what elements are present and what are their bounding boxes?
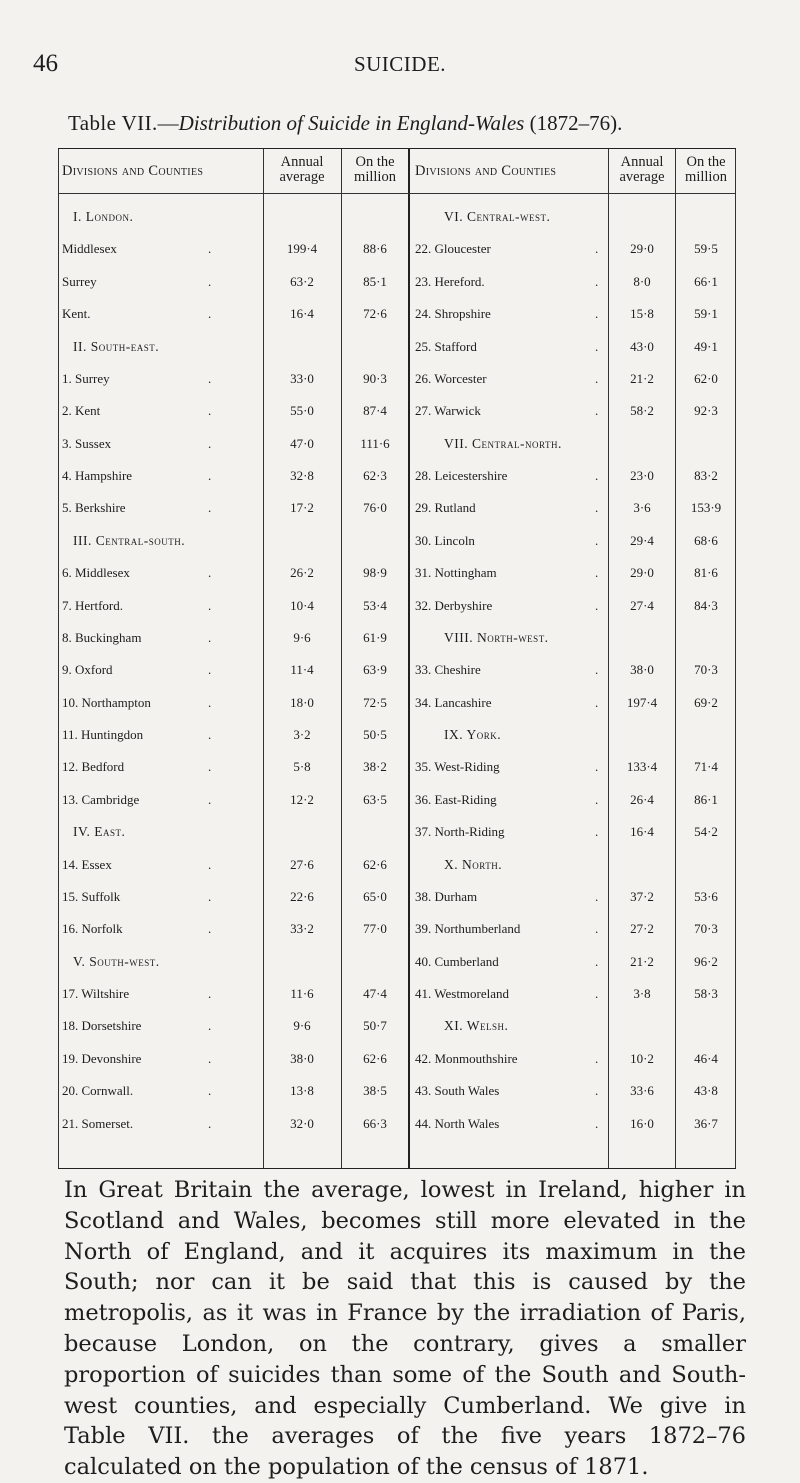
per-million-value: 70·3 <box>694 662 718 678</box>
per-million-value: 98·9 <box>363 565 387 581</box>
annual-average-value: 133·4 <box>626 759 658 775</box>
annual-average-value: 9·6 <box>293 1018 311 1034</box>
annual-average-value: 10·2 <box>630 1050 654 1066</box>
annual-average-value: 33·6 <box>630 1083 654 1099</box>
county-name: 8. Buckingham <box>62 629 142 645</box>
per-million-value: 65·0 <box>363 888 387 904</box>
annual-average-value: 21·2 <box>630 370 654 386</box>
leader-dot: . <box>595 986 599 1002</box>
annual-average-value: 47·0 <box>290 435 314 451</box>
county-name: 5. Berkshire <box>62 500 126 516</box>
header-million-left: On the million <box>354 154 396 185</box>
leader-dot: . <box>208 306 212 322</box>
per-million-value: 66·1 <box>694 273 718 289</box>
leader-dot: . <box>595 500 599 516</box>
annual-average-value: 16·0 <box>630 1115 654 1131</box>
county-name: 42. Monmouthshire <box>415 1050 518 1066</box>
county-name: 9. Oxford <box>62 662 113 678</box>
leader-dot: . <box>208 565 212 581</box>
annual-average-value: 63·2 <box>290 273 314 289</box>
annual-average-value: 16·4 <box>630 824 654 840</box>
page-number: 46 <box>33 50 58 77</box>
county-name: 10. Northampton <box>62 694 151 710</box>
body-paragraph: In Great Britain the average, lowest in Ireland, higher in Scotland and Wales, becomes still more elevated in the North of England, and it acquires its maximum in the South; nor can it be said that this is caused by the metropolis, as it was in France by the irradiation of Paris, because London, on the contrary, gives a smaller proportion of suicides than some of the South and South-west counties, and especially Cumberland. We give in Table VII. the averages of the five years 1872–76 calculated on the population of the census of 1871. <box>64 1177 746 1481</box>
leader-dot: . <box>595 597 599 613</box>
header-divisions-right: Divisions and Counties <box>415 163 557 179</box>
annual-average-value: 55·0 <box>290 403 314 419</box>
leader-dot: . <box>595 370 599 386</box>
table-label: Table VII. <box>68 111 158 135</box>
table-years: (1872–76). <box>529 111 623 135</box>
county-name: 16. Norfolk <box>62 921 123 937</box>
table-row <box>58 468 736 484</box>
county-name: 27. Warwick <box>415 403 481 419</box>
header-divisions-left: Divisions and Counties <box>62 163 204 179</box>
leader-dot: . <box>595 273 599 289</box>
table-row <box>58 630 736 643</box>
per-million-value: 87·4 <box>363 403 387 419</box>
annual-average-value: 23·0 <box>630 468 654 484</box>
per-million-value: 76·0 <box>363 500 387 516</box>
annual-average-value: 27·6 <box>290 856 314 872</box>
leader-dot: . <box>595 662 599 678</box>
leader-dot: . <box>208 986 212 1002</box>
section-heading: X. North. <box>444 856 503 872</box>
leader-dot: . <box>595 953 599 969</box>
leader-dot: . <box>208 370 212 386</box>
county-name: 20. Cornwall. <box>62 1083 134 1099</box>
annual-average-value: 199·4 <box>286 241 318 257</box>
county-name: 36. East-Riding <box>415 791 497 807</box>
county-name: 41. Westmoreland <box>415 986 510 1002</box>
leader-dot: . <box>208 1018 212 1034</box>
county-name: 11. Huntingdon <box>62 727 144 743</box>
section-heading: V. South-west. <box>73 953 160 969</box>
annual-average-value: 13·8 <box>290 1083 314 1099</box>
section-heading: I. London. <box>73 209 134 224</box>
per-million-value: 86·1 <box>694 791 718 807</box>
annual-average-value: 8·0 <box>633 273 651 289</box>
per-million-value: 111·6 <box>360 435 390 451</box>
leader-dot: . <box>595 921 599 937</box>
county-name: 24. Shropshire <box>415 306 491 322</box>
table-row <box>58 759 736 775</box>
county-name: Surrey <box>62 273 97 289</box>
leader-dot: . <box>595 532 599 548</box>
county-name: 30. Lincoln <box>415 532 475 548</box>
per-million-value: 54·2 <box>694 824 718 840</box>
annual-average-value: 3·8 <box>633 986 651 1002</box>
annual-average-value: 197·4 <box>626 694 658 710</box>
annual-average-value: 15·8 <box>630 306 654 322</box>
leader-dot: . <box>208 1115 212 1131</box>
table-row <box>58 986 736 1002</box>
table-row <box>58 857 736 870</box>
leader-dot: . <box>208 500 212 516</box>
county-name: 1. Surrey <box>62 370 110 386</box>
table-row <box>58 792 736 805</box>
county-name: 40. Cumberland <box>415 953 499 969</box>
annual-average-value: 11·4 <box>290 662 314 678</box>
table-row <box>58 889 736 902</box>
county-name: 39. Northumberland <box>415 921 521 937</box>
leader-dot: . <box>208 694 212 710</box>
annual-average-value: 17·2 <box>290 500 314 516</box>
leader-dot: . <box>595 1083 599 1099</box>
leader-dot: . <box>595 791 599 807</box>
leader-dot: . <box>208 662 212 678</box>
annual-average-value: 38·0 <box>630 662 654 678</box>
annual-average-value: 27·2 <box>630 921 654 937</box>
section-heading: VI. Central-west. <box>444 209 551 224</box>
leader-dot: . <box>595 468 599 484</box>
county-name: 28. Leicestershire <box>415 468 508 484</box>
county-name: Kent. <box>62 306 91 322</box>
county-name: 6. Middlesex <box>62 565 130 581</box>
per-million-value: 38·5 <box>363 1083 387 1099</box>
annual-average-value: 43·0 <box>630 338 654 354</box>
leader-dot: . <box>595 241 599 257</box>
column-divider <box>608 149 609 1168</box>
leader-dot: . <box>208 727 212 743</box>
table-row <box>58 436 736 449</box>
leader-dot: . <box>208 856 212 872</box>
county-name: 14. Essex <box>62 856 112 872</box>
column-divider <box>263 149 264 1168</box>
county-name: 33. Cheshire <box>415 662 481 678</box>
annual-average-value: 29·0 <box>630 241 654 257</box>
leader-dot: . <box>208 403 212 419</box>
per-million-value: 90·3 <box>363 370 387 386</box>
per-million-value: 50·7 <box>363 1018 387 1034</box>
annual-average-value: 58·2 <box>630 403 654 419</box>
table-center-divider <box>408 149 410 1168</box>
table-row <box>58 339 736 352</box>
per-million-value: 68·6 <box>694 532 718 548</box>
leader-dot: . <box>208 888 212 904</box>
table-row <box>58 662 736 678</box>
county-name: 12. Bedford <box>62 759 125 775</box>
table-row <box>58 241 736 257</box>
per-million-value: 96·2 <box>694 953 718 969</box>
per-million-value: 63·5 <box>363 791 387 807</box>
table-row <box>58 274 736 287</box>
table-row <box>58 533 736 546</box>
annual-average-value: 9·6 <box>293 629 311 645</box>
county-name: 29. Rutland <box>415 500 476 516</box>
header-million-right: On the million <box>685 154 727 185</box>
table-row <box>58 371 736 384</box>
per-million-value: 72·5 <box>363 694 387 710</box>
table-row <box>58 921 736 937</box>
county-name: 17. Wiltshire <box>62 986 130 1002</box>
leader-dot: . <box>595 888 599 904</box>
per-million-value: 36·7 <box>694 1115 718 1131</box>
annual-average-value: 12·2 <box>290 791 314 807</box>
annual-average-value: 33·0 <box>290 370 314 386</box>
per-million-value: 53·4 <box>363 597 387 613</box>
per-million-value: 77·0 <box>363 921 387 937</box>
per-million-value: 88·6 <box>363 241 387 257</box>
annual-average-value: 37·2 <box>630 888 654 904</box>
per-million-value: 85·1 <box>363 273 387 289</box>
county-name: Middlesex <box>62 241 117 257</box>
per-million-value: 84·3 <box>694 597 718 613</box>
leader-dot: . <box>595 403 599 419</box>
table-row <box>58 954 736 967</box>
annual-average-value: 21·2 <box>630 953 654 969</box>
leader-dot: . <box>595 306 599 322</box>
leader-dot: . <box>208 273 212 289</box>
annual-average-value: 29·4 <box>630 532 654 548</box>
table-row <box>58 1051 736 1064</box>
header-rule <box>58 193 736 194</box>
county-name: 7. Hertford. <box>62 597 124 613</box>
annual-average-value: 29·0 <box>630 565 654 581</box>
running-head: SUICIDE. <box>353 52 447 76</box>
per-million-value: 46·4 <box>694 1050 718 1066</box>
section-heading: XI. Welsh. <box>444 1018 509 1034</box>
table-row <box>58 306 736 322</box>
per-million-value: 58·3 <box>694 986 718 1002</box>
county-name: 15. Suffolk <box>62 888 121 904</box>
leader-dot: . <box>595 338 599 354</box>
per-million-value: 69·2 <box>694 694 718 710</box>
leader-dot: . <box>208 435 212 451</box>
county-name: 34. Lancashire <box>415 694 492 710</box>
suicide-distribution-table <box>58 148 736 1169</box>
table-row <box>58 403 736 419</box>
per-million-value: 62·0 <box>694 370 718 386</box>
county-name: 2. Kent <box>62 403 101 419</box>
leader-dot: . <box>208 629 212 645</box>
per-million-value: 38·2 <box>363 759 387 775</box>
section-heading: II. South-east. <box>73 338 160 354</box>
leader-dot: . <box>595 694 599 710</box>
county-name: 3. Sussex <box>62 435 112 451</box>
table-border-left <box>58 149 59 1168</box>
section-heading: VIII. North-west. <box>444 629 549 645</box>
per-million-value: 81·6 <box>694 565 718 581</box>
leader-dot: . <box>208 468 212 484</box>
leader-dot: . <box>208 1083 212 1099</box>
leader-dot: . <box>595 759 599 775</box>
per-million-value: 153·9 <box>690 500 722 516</box>
county-name: 44. North Wales <box>415 1115 500 1131</box>
annual-average-value: 32·0 <box>290 1115 314 1131</box>
section-heading: III. Central-south. <box>73 532 186 548</box>
annual-average-value: 32·8 <box>290 468 314 484</box>
annual-average-value: 3·2 <box>293 727 311 743</box>
per-million-value: 47·4 <box>363 986 387 1002</box>
county-name: 35. West-Riding <box>415 759 500 775</box>
column-divider <box>341 149 342 1168</box>
per-million-value: 59·1 <box>694 306 718 322</box>
per-million-value: 70·3 <box>694 921 718 937</box>
annual-average-value: 27·4 <box>630 597 654 613</box>
per-million-value: 83·2 <box>694 468 718 484</box>
county-name: 23. Hereford. <box>415 273 485 289</box>
leader-dot: . <box>595 565 599 581</box>
county-name: 21. Somerset. <box>62 1115 134 1131</box>
table-row <box>58 824 736 840</box>
annual-average-value: 22·6 <box>290 888 314 904</box>
county-name: 22. Gloucester <box>415 241 491 257</box>
annual-average-value: 33·2 <box>290 921 314 937</box>
annual-average-value: 3·6 <box>633 500 651 516</box>
table-title: Distribution of Suicide in England-Wales <box>178 111 525 135</box>
leader-dot: . <box>595 1050 599 1066</box>
table-row <box>58 1018 736 1034</box>
per-million-value: 49·1 <box>694 338 718 354</box>
annual-average-value: 38·0 <box>290 1050 314 1066</box>
per-million-value: 61·9 <box>363 629 387 645</box>
annual-average-value: 18·0 <box>290 694 314 710</box>
county-name: 32. Derbyshire <box>415 597 493 613</box>
per-million-value: 59·5 <box>694 241 718 257</box>
header-annual-left: Annual average <box>279 154 325 185</box>
county-name: 19. Devonshire <box>62 1050 142 1066</box>
table-row <box>58 500 736 516</box>
leader-dot: . <box>208 1050 212 1066</box>
leader-dot: . <box>208 241 212 257</box>
county-name: 37. North-Riding <box>415 824 505 840</box>
annual-average-value: 26·2 <box>290 565 314 581</box>
per-million-value: 63·9 <box>363 662 387 678</box>
header-annual-right: Annual average <box>619 154 665 185</box>
section-heading: VII. Central-north. <box>444 435 562 451</box>
county-name: 25. Stafford <box>415 338 477 354</box>
leader-dot: . <box>595 1115 599 1131</box>
table-row <box>58 598 736 611</box>
table-border-right <box>735 149 736 1168</box>
table-row <box>58 1083 736 1099</box>
per-million-value: 62·6 <box>363 856 387 872</box>
county-name: 13. Cambridge <box>62 791 140 807</box>
annual-average-value: 5·8 <box>293 759 311 775</box>
per-million-value: 92·3 <box>694 403 718 419</box>
annual-average-value: 26·4 <box>630 791 654 807</box>
county-name: 43. South Wales <box>415 1083 500 1099</box>
per-million-value: 53·6 <box>694 888 718 904</box>
table-caption: Table VII.—Distribution of Suicide in England-Wales (1872–76). <box>68 111 623 135</box>
annual-average-value: 16·4 <box>290 306 314 322</box>
per-million-value: 50·5 <box>363 727 387 743</box>
leader-dot: . <box>208 597 212 613</box>
per-million-value: 62·6 <box>363 1050 387 1066</box>
section-heading: IX. York. <box>444 727 502 743</box>
county-name: 18. Dorsetshire <box>62 1018 142 1034</box>
county-name: 26. Worcester <box>415 370 487 386</box>
per-million-value: 66·3 <box>363 1115 387 1131</box>
per-million-value: 71·4 <box>694 759 718 775</box>
table-row <box>58 695 736 708</box>
table-row <box>58 565 736 581</box>
column-divider <box>675 149 676 1168</box>
table-row <box>58 727 736 743</box>
leader-dot: . <box>208 759 212 775</box>
leader-dot: . <box>208 791 212 807</box>
leader-dot: . <box>208 921 212 937</box>
per-million-value: 72·6 <box>363 306 387 322</box>
county-name: 4. Hampshire <box>62 468 133 484</box>
section-heading: IV. East. <box>73 824 126 840</box>
per-million-value: 43·8 <box>694 1083 718 1099</box>
county-name: 31. Nottingham <box>415 565 497 581</box>
county-name: 38. Durham <box>415 888 478 904</box>
leader-dot: . <box>595 824 599 840</box>
table-row <box>58 1116 736 1129</box>
annual-average-value: 10·4 <box>290 597 314 613</box>
annual-average-value: 11·6 <box>290 986 314 1002</box>
per-million-value: 62·3 <box>363 468 387 484</box>
